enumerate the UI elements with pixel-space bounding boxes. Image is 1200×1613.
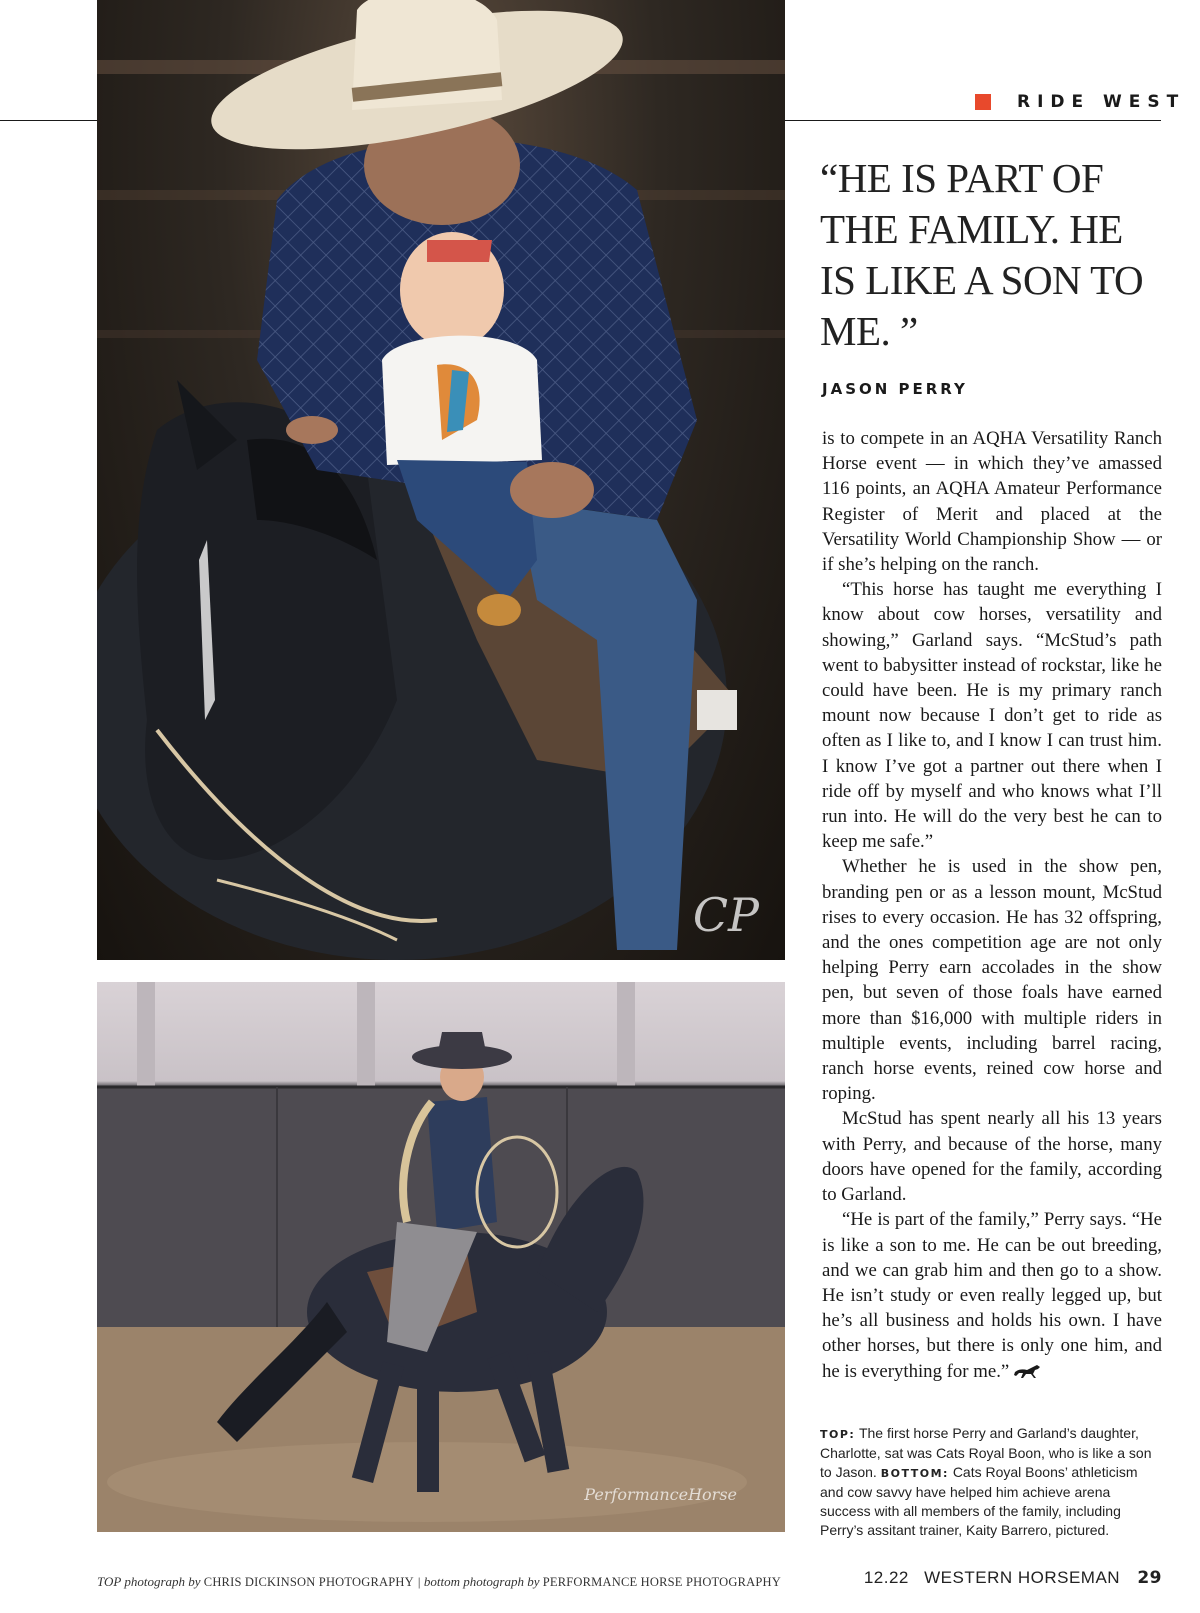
section-label: RIDE WEST: [1017, 92, 1186, 112]
credit-separator: |: [417, 1574, 421, 1589]
magazine-name: WESTERN HORSEMAN: [924, 1568, 1121, 1587]
header-rule-left: [0, 120, 97, 121]
body-paragraph: McStud has spent nearly all his 13 years with Perry, and because of the horse, many doors have opened for the family, according to Garland.: [822, 1108, 1162, 1206]
body-paragraph: “This horse has taught me everything I know about cow horses, versatility and showing,” Garland says. “McStud’s path went to babysitter instead of rockstar, like he could have been. He is my primary ranch mount now because I don’t get to ride as often as I like to, and I know I can trust him. I know I’ve got a partner out there when I ride off by myself and who knows what I’ll run into. He will do the very best he can to keep me safe.”: [822, 579, 1162, 853]
credit-top-name: CHRIS DICKINSON PHOTOGRAPHY: [203, 1575, 414, 1589]
body-paragraph: Whether he is used in the show pen, branding pen or as a lesson mount, McStud rises to every occasion. He has 32 offspring, and the ones competition age are not only helping Perry earn accolades in the show pen, but seven of those foals have earned more than $16,000 with multiple riders in multiple events, including barrel racing, ranch horse events, reined cow horse and roping.: [822, 856, 1162, 1105]
running-horse-icon: [1013, 1363, 1043, 1379]
article-body: [822, 426, 1162, 1384]
photo-credits: [97, 1574, 781, 1590]
body-paragraph-text: “He is part of the family,” Perry says. “He is like a son to me. He can be out breeding, and we can grab him and then go to a show. He isn’t study or even really legged up, but he’s all business and holds his own. I have other horses, but there is only one him, and he is everything for me.”: [822, 1209, 1162, 1382]
photographer-watermark-bottom: PerformanceHorse: [584, 1485, 737, 1504]
pull-quote-attribution: JASON PERRY: [822, 380, 968, 398]
issue-date: 12.22: [863, 1568, 909, 1587]
body-paragraph-last: [822, 1207, 1162, 1383]
caption-bottom-text: Cats Royal Boons’ athleticism and cow savvy have helped him achieve arena success with all members of the family, including Perry’s assitant trainer, Kaity Barrero, pictured.: [820, 1464, 1138, 1538]
pull-quote: “HE IS PART OF THE FAMILY. HE IS LIKE A SON TO ME. ”: [820, 155, 1144, 354]
section-tag: [975, 92, 1185, 112]
photographer-watermark: CP: [692, 888, 759, 942]
caption-top-label: TOP:: [820, 1428, 856, 1441]
page-number: 29: [1137, 1568, 1162, 1588]
credit-bottom-prefix: bottom photograph by: [423, 1574, 540, 1589]
credit-bottom-name: PERFORMANCE HORSE PHOTOGRAPHY: [542, 1575, 781, 1589]
credit-top-prefix: TOP photograph by: [97, 1574, 201, 1589]
bottom-photo: [97, 982, 785, 1532]
top-photo: [97, 0, 785, 960]
header-rule-right: [785, 120, 1161, 121]
photo-caption: [820, 1424, 1160, 1540]
top-photo-illustration: [97, 0, 785, 960]
page-folio: [864, 1568, 1162, 1588]
bottom-photo-illustration: [97, 982, 785, 1532]
body-paragraph: is to compete in an AQHA Versatility Ranch Horse event — in which they’ve amassed 116 points, an AQHA Amateur Performance Register of Merit and placed at the Versatility World Championship Show — or if she’s helping on the ranch.: [822, 428, 1162, 576]
caption-bottom-label: BOTTOM:: [880, 1467, 949, 1480]
section-accent-square: [975, 94, 991, 110]
caption-top-text: The first horse Perry and Garland’s daughter, Charlotte, sat was Cats Royal Boon, who is like a son to Jason.: [820, 1425, 1152, 1480]
